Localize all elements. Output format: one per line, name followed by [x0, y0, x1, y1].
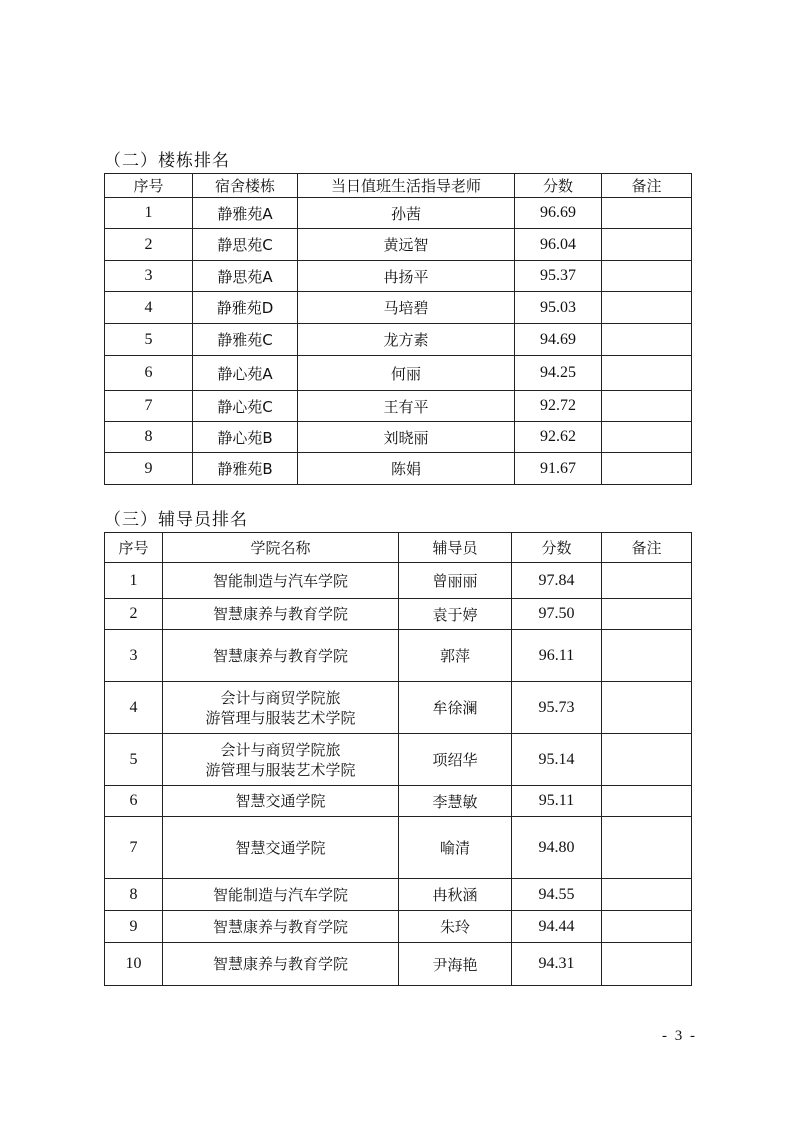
counselor-cell: 项绍华 — [399, 734, 512, 786]
counselor-cell: 曾丽丽 — [399, 563, 512, 599]
building-ranking-heading: （二）楼栋排名 — [104, 151, 230, 171]
table-header-row — [105, 533, 692, 563]
rank-cell: 3 — [105, 630, 163, 682]
table-row — [105, 630, 692, 682]
score-cell: 96.69 — [515, 198, 602, 229]
table-row — [105, 422, 692, 453]
counselor-cell: 朱玲 — [399, 911, 512, 943]
teacher-cell: 黄远智 — [298, 229, 515, 261]
counselor-cell: 李慧敏 — [399, 786, 512, 817]
table-row — [105, 391, 692, 422]
building-cell: 静思苑A — [193, 261, 298, 292]
note-cell — [602, 599, 692, 630]
rank-cell: 6 — [105, 786, 163, 817]
table-row — [105, 563, 692, 599]
note-cell — [602, 356, 692, 391]
college-cell: 会计与商贸学院旅 游管理与服装艺术学院 — [163, 682, 399, 734]
rank-cell: 4 — [105, 292, 193, 324]
column-header: 宿舍楼栋 — [193, 174, 298, 198]
rank-cell: 4 — [105, 682, 163, 734]
rank-cell: 3 — [105, 261, 193, 292]
rank-cell: 2 — [105, 229, 193, 261]
score-cell: 94.31 — [512, 943, 602, 986]
note-cell — [602, 229, 692, 261]
note-cell — [602, 391, 692, 422]
note-cell — [602, 324, 692, 356]
teacher-cell: 刘晓丽 — [298, 422, 515, 453]
rank-cell: 2 — [105, 599, 163, 630]
building-ranking-table — [104, 173, 692, 485]
table-row — [105, 943, 692, 986]
table-row — [105, 453, 692, 485]
score-cell: 94.55 — [512, 879, 602, 911]
building-cell: 静雅苑B — [193, 453, 298, 485]
building-cell: 静雅苑C — [193, 324, 298, 356]
score-cell: 95.14 — [512, 734, 602, 786]
rank-cell: 7 — [105, 391, 193, 422]
building-cell: 静思苑C — [193, 229, 298, 261]
note-cell — [602, 422, 692, 453]
score-cell: 94.44 — [512, 911, 602, 943]
table-row — [105, 817, 692, 879]
college-cell: 智能制造与汽车学院 — [163, 563, 399, 599]
score-cell: 95.03 — [515, 292, 602, 324]
college-cell: 智慧康养与教育学院 — [163, 943, 399, 986]
rank-cell: 9 — [105, 911, 163, 943]
rank-cell: 6 — [105, 356, 193, 391]
column-header: 序号 — [105, 533, 163, 563]
note-cell — [602, 734, 692, 786]
column-header: 序号 — [105, 174, 193, 198]
score-cell: 95.37 — [515, 261, 602, 292]
rank-cell: 10 — [105, 943, 163, 986]
note-cell — [602, 879, 692, 911]
column-header: 当日值班生活指导老师 — [298, 174, 515, 198]
college-cell: 智慧康养与教育学院 — [163, 599, 399, 630]
counselor-cell: 牟徐澜 — [399, 682, 512, 734]
column-header: 分数 — [512, 533, 602, 563]
counselor-ranking-table — [104, 532, 692, 986]
rank-cell: 5 — [105, 734, 163, 786]
column-header: 备注 — [602, 533, 692, 563]
note-cell — [602, 453, 692, 485]
table-header-row — [105, 174, 692, 198]
note-cell — [602, 292, 692, 324]
college-cell: 智慧康养与教育学院 — [163, 911, 399, 943]
note-cell — [602, 911, 692, 943]
note-cell — [602, 682, 692, 734]
table-row — [105, 324, 692, 356]
score-cell: 95.73 — [512, 682, 602, 734]
table-row — [105, 911, 692, 943]
score-cell: 96.04 — [515, 229, 602, 261]
teacher-cell: 何丽 — [298, 356, 515, 391]
counselor-cell: 冉秋涵 — [399, 879, 512, 911]
column-header: 学院名称 — [163, 533, 399, 563]
column-header: 辅导员 — [399, 533, 512, 563]
teacher-cell: 王有平 — [298, 391, 515, 422]
teacher-cell: 马培碧 — [298, 292, 515, 324]
score-cell: 94.25 — [515, 356, 602, 391]
counselor-cell: 袁于婷 — [399, 599, 512, 630]
page-number: - 3 - — [662, 1028, 697, 1044]
score-cell: 91.67 — [515, 453, 602, 485]
score-cell: 95.11 — [512, 786, 602, 817]
note-cell — [602, 198, 692, 229]
college-cell: 智慧交通学院 — [163, 786, 399, 817]
score-cell: 92.72 — [515, 391, 602, 422]
college-cell: 智慧康养与教育学院 — [163, 630, 399, 682]
note-cell — [602, 786, 692, 817]
rank-cell: 8 — [105, 879, 163, 911]
score-cell: 92.62 — [515, 422, 602, 453]
score-cell: 96.11 — [512, 630, 602, 682]
score-cell: 94.80 — [512, 817, 602, 879]
table-row — [105, 734, 692, 786]
table-row — [105, 292, 692, 324]
teacher-cell: 冉扬平 — [298, 261, 515, 292]
rank-cell: 1 — [105, 563, 163, 599]
table-row — [105, 229, 692, 261]
rank-cell: 7 — [105, 817, 163, 879]
note-cell — [602, 563, 692, 599]
teacher-cell: 龙方素 — [298, 324, 515, 356]
building-cell: 静雅苑A — [193, 198, 298, 229]
rank-cell: 5 — [105, 324, 193, 356]
table-row — [105, 682, 692, 734]
note-cell — [602, 817, 692, 879]
note-cell — [602, 630, 692, 682]
table-row — [105, 261, 692, 292]
table-row — [105, 198, 692, 229]
note-cell — [602, 261, 692, 292]
counselor-cell: 郭萍 — [399, 630, 512, 682]
counselor-cell: 尹海艳 — [399, 943, 512, 986]
teacher-cell: 陈娟 — [298, 453, 515, 485]
rank-cell: 1 — [105, 198, 193, 229]
building-cell: 静心苑C — [193, 391, 298, 422]
table-row — [105, 356, 692, 391]
table-row — [105, 786, 692, 817]
note-cell — [602, 943, 692, 986]
table-row — [105, 879, 692, 911]
score-cell: 97.50 — [512, 599, 602, 630]
table-row — [105, 599, 692, 630]
counselor-cell: 喻清 — [399, 817, 512, 879]
score-cell: 97.84 — [512, 563, 602, 599]
building-cell: 静心苑A — [193, 356, 298, 391]
building-cell: 静心苑B — [193, 422, 298, 453]
college-cell: 智慧交通学院 — [163, 817, 399, 879]
teacher-cell: 孙茜 — [298, 198, 515, 229]
building-cell: 静雅苑D — [193, 292, 298, 324]
column-header: 分数 — [515, 174, 602, 198]
counselor-ranking-heading: （三）辅导员排名 — [104, 510, 248, 530]
rank-cell: 9 — [105, 453, 193, 485]
rank-cell: 8 — [105, 422, 193, 453]
college-cell: 会计与商贸学院旅 游管理与服装艺术学院 — [163, 734, 399, 786]
college-cell: 智能制造与汽车学院 — [163, 879, 399, 911]
column-header: 备注 — [602, 174, 692, 198]
score-cell: 94.69 — [515, 324, 602, 356]
